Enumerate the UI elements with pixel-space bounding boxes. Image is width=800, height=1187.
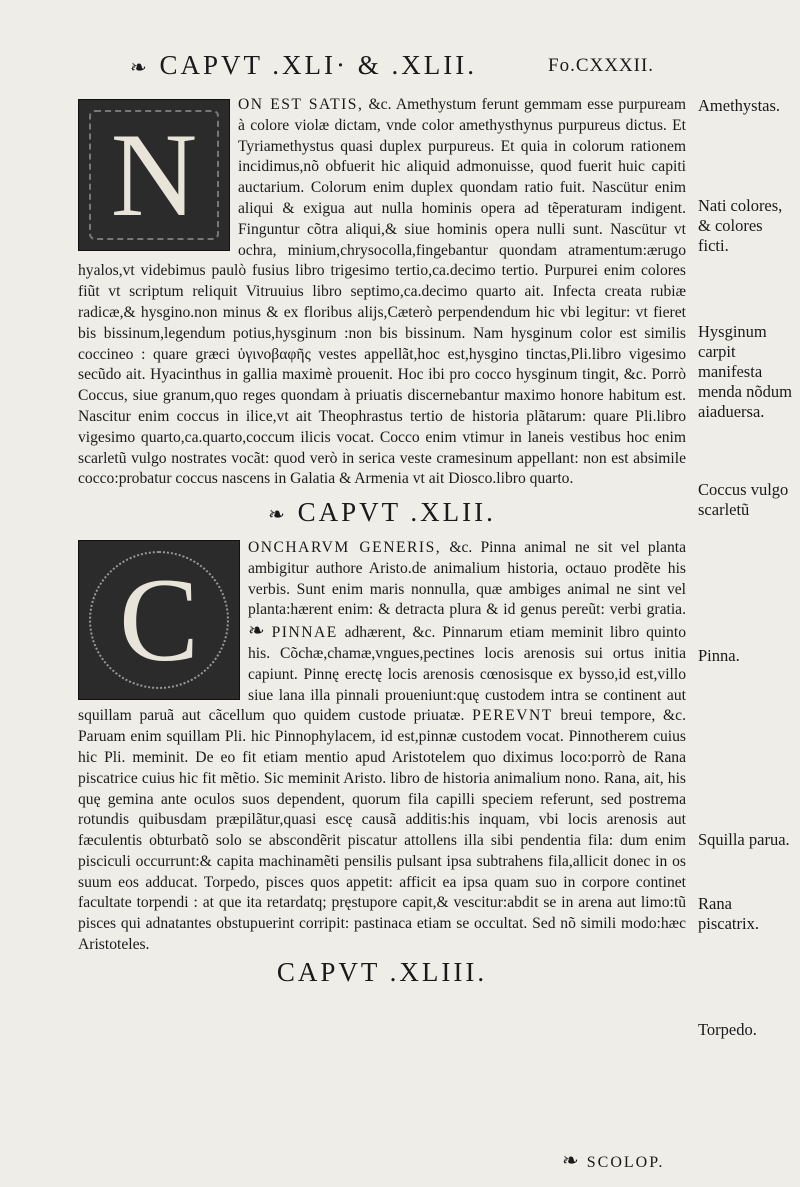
catchword (562, 1148, 664, 1173)
main-text (78, 95, 686, 995)
dropcap-c-ornament (78, 540, 240, 700)
margin-note-amethystas: Amethystas. (698, 96, 781, 115)
chapter-heading-xliii (78, 956, 686, 987)
paragraph-text: &c. Pinna animal ne sit vel planta ambigitur authore Aristo.de animalium historia, octauo prodẽte his verbis. Sunt enim maris nonnulla, quæ ambiges animal ne sint vel planta:hærent enim: & detracta plura & id genus pereũt: verbi gratia. (248, 538, 686, 619)
fleuron-icon: ❧ (268, 504, 288, 527)
fleuron-icon: ❧ (130, 57, 150, 79)
section-xli (78, 95, 686, 490)
margin-note-nati-colores: Nati colores, & colores ficti. (698, 196, 783, 255)
chapter-heading-xlii (78, 497, 686, 528)
dropcap-letter: N (110, 108, 198, 241)
paragraph-text: &c. Amethystum ferunt gemmam esse purpuream à colore violæ dictam, vnde color amethysthynus purpureus dictus. Et Tyriamethystus quasi duplex purpureus. Et quia in colorum rationem incidimus,nõ obfuerit hic aliquid admonuisse, quod fuerit huic capiti auctarium. Colorum enim duplex quondam ratio fuit. Nascütur enim aliqui & exigua aut nulla hominis opera ad tẽperaturam indigent. Finguntur cõtra aliqui,& siue hominis opera nulli sunt. Nascütur vt ochra, minium,chrysocolla,fingebantur quondam atramentum:ærugo hyalos,vt videbimus paulò fusius libro trigesimo tertio,ca.decimo tertio. Purpurei enim colores fiũt vt scriptum reliquit Vitruuius libro septimo,ca.decimo quarto ait. Infecta creata rubiæ radicæ,& hysgino.non minus & ex floribus alijs,Cæterò perpendendum hic vbi legitur: vt fieret bis bissinum,legendum potius,hysginum :non bis bissinum. Nam hysginum color est similis coccineo : quare græci ὑγινοβαφῆς vestes appellãt,hoc est,hysgino tinctas,Pli.libro vigesimo secũdo ait. Hyacinthus in gallia maximè prouenit. Hoc ibi pro cocco hysginum tingit, &c. Porrò Coccus, siue granum,quo reges quondam à priuatis discernebantur maximo honore habitum est. Nascitur enim coccus in ilice,vt ait Theophrastus tertio de historia plãtarum: quare Pli.libro vigesimo quarto,ca.quarto,coccum ilicis vocat. Cocco enim vtimur in laneis vestibus hoc enim scarletũ vulgo nostrates vocãt: quod verò in serica veste cramesinum appellant: non est absimile cocco:probatur coccus nascens in Galatia & Armenia vt ait Diosco.libro quarto. (78, 96, 686, 488)
dropcap-n-ornament (78, 99, 230, 251)
running-head (0, 48, 800, 82)
catchword-text: SCOLOP. (586, 1154, 665, 1171)
margin-note-squilla: Squilla parua. (698, 830, 790, 849)
margin-note-torpedo: Torpedo. (698, 1020, 757, 1039)
lead-caps: ONCHARVM GENERIS, (248, 538, 442, 556)
section-xlii (78, 538, 686, 956)
fleuron-icon: ❧ (248, 620, 265, 643)
folio-number: Fo.CXXXII. (548, 55, 655, 76)
lead-caps: ON EST SATIS, (238, 96, 364, 113)
lemma-caps: PEREVNT (472, 707, 553, 725)
fleuron-icon: ❧ (562, 1150, 581, 1172)
margin-note-coccus: Coccus vulgo scarletũ (698, 480, 789, 519)
margin-note-hysginum: Hysginum carpit manifesta menda nõdum aiaduersa. (698, 322, 792, 421)
paragraph-text: adhærent, &c. Pinnarum etiam meminit libro quinto his. Cõchæ,chamæ,vngues,pectines locis arenosis sui ortus initia capiunt. Pinnę erectę locis arenosis cœnosisque ex bysso,id est,villo siue lana illa pinnali proueniunt:quę custodem intra se continent aut squillam paruã aut cãcellum quo quidem custode priuatæ. (78, 624, 686, 725)
margin-note-pinna: Pinna. (698, 646, 740, 665)
running-title (130, 50, 477, 81)
chapter-heading-text: CAPVT .XLII. (297, 497, 496, 528)
lemma-caps: PINNAE (271, 624, 338, 642)
paragraph-text: breui tempore, &c. Paruam enim squillam Pli. hic Pinnophylacem, id est,pinnæ custodem vocat. Pinnotherem cuius hic Pli. meminit. De eo fit etiam mentio apud Aristotelem quo diximus loco:porrò de Rana piscatrice cuius hic fit mẽtio. Sic meminit Aristo. libro de historia animalium nono. Rana, ait, his quę gemina ante oculos suos dependent, quorum fila capilli speciem referunt, sed postrema rotundis quibusdam præpilãtur,quasi escę causã additis:his inquam, vbi locis arenosis aut fæculentis obturbatõ solo se abscondẽrit piscatur attollens illa sibi pendentia fila: dum enim pisciculi occurrunt:& capita machinamẽti pensilis pulsant ipsa subtrahens fila,allicit donec in os suum eos adducat. Torpedo, pisces quos appetit: afficit ea ipsa quam suo in corpore continet facultate torpendi : at que ita retardatq; pręstupore capit,& vescitur:abdit se in arena aut limo:tũ pisces qui adnatantes obstupuerint corripit: pastinaca etiam se occultat. Sed nõ simili modo:hæc Aristoteles. (78, 707, 686, 954)
margin-note-rana: Rana piscatrix. (698, 894, 759, 933)
chapter-title: CAPVT .XLI· & .XLII. (159, 50, 477, 80)
chapter-heading-text: CAPVT .XLIII. (276, 956, 488, 987)
dropcap-letter: C (118, 552, 200, 686)
